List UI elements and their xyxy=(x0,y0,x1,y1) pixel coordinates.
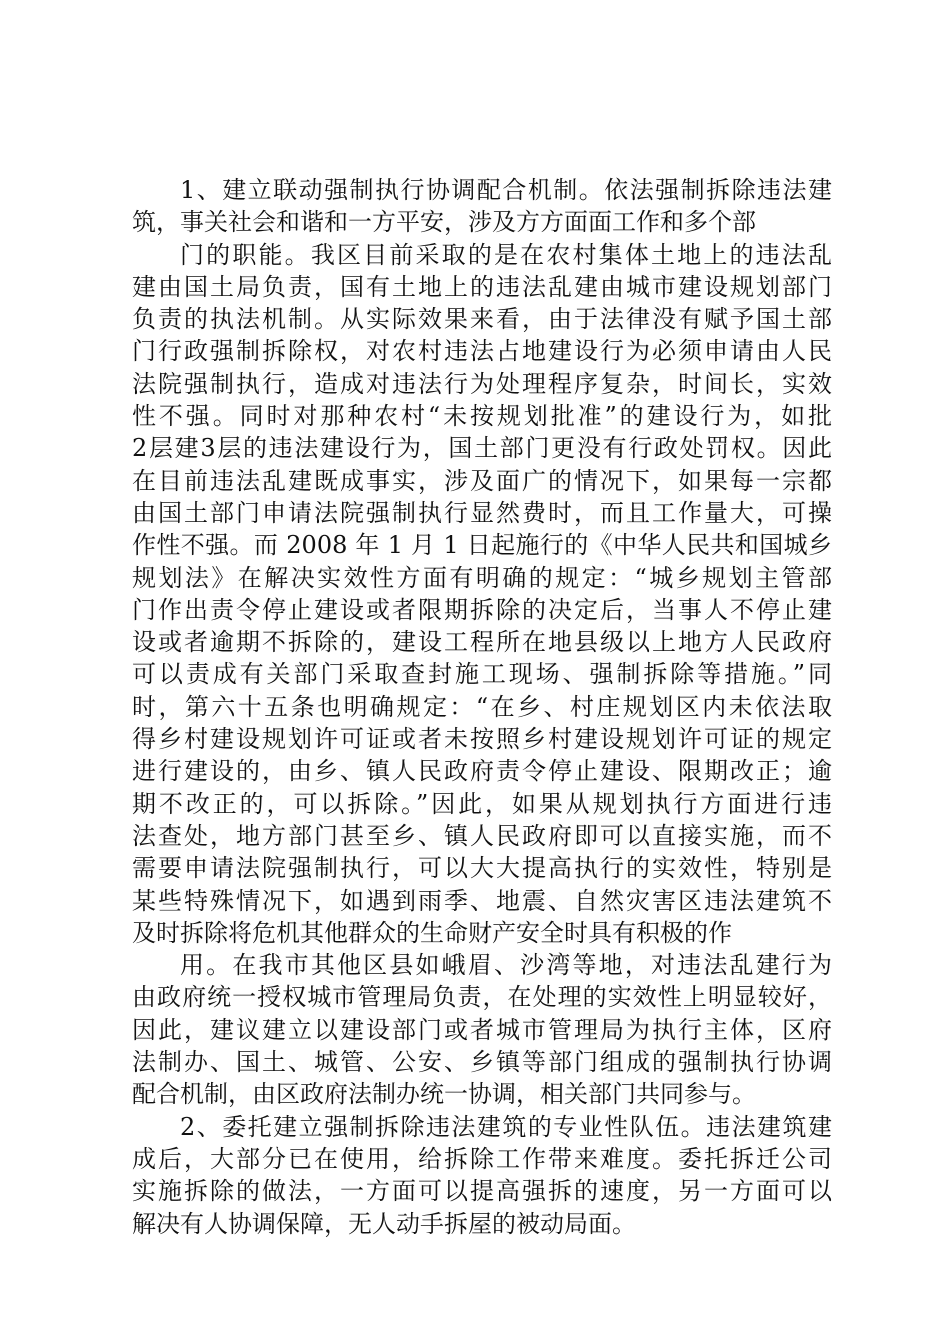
text-line: 实施拆除的做法，一方面可以提高强拆的速度，另一方面可以 xyxy=(132,1177,832,1206)
text-line: 负责的执法机制。从实际效果来看，由于法律没有赋予国土部 xyxy=(132,305,832,334)
document-body xyxy=(132,174,832,1240)
text-line: 配合机制，由区政府法制办统一协调，相关部门共同参与。 xyxy=(132,1080,756,1109)
text-line: 得乡村建设规划许可证或者未按照乡村建设规划许可证的规定 xyxy=(132,725,832,754)
text-line: 性不强。同时对那种农村“未按规划批准”的建设行为，如批 xyxy=(132,402,832,431)
text-line: 建由国土局负责，国有土地上的违法乱建由城市建设规划部门 xyxy=(132,272,832,301)
text-line: 及时拆除将危机其他群众的生命财产安全时具有积极的作 xyxy=(132,918,732,947)
text-line: 法查处，地方部门甚至乡、镇人民政府即可以直接实施，而不 xyxy=(132,821,832,850)
text-line: 门的职能。我区目前采取的是在农村集体土地上的违法乱 xyxy=(180,240,832,269)
text-line: 法制办、国土、城管、公安、乡镇等部门组成的强制执行协调 xyxy=(132,1048,832,1077)
text-line: 法院强制执行，造成对违法行为处理程序复杂，时间长，实效 xyxy=(132,369,832,398)
text-line: 用。在我市其他区县如峨眉、沙湾等地，对违法乱建行为 xyxy=(180,951,832,980)
text-line: 时，第六十五条也明确规定：“在乡、村庄规划区内未依法取 xyxy=(132,692,832,721)
text-line: 可以责成有关部门采取查封施工现场、强制拆除等措施。”同 xyxy=(132,660,832,689)
text-line: 需要申请法院强制执行，可以大大提高执行的实效性，特别是 xyxy=(132,854,832,883)
text-line: 1、建立联动强制执行协调配合机制。依法强制拆除违法建 xyxy=(180,176,832,204)
text-line: 因此，建议建立以建设部门或者城市管理局为执行主体，区府 xyxy=(132,1015,832,1044)
text-line: 由政府统一授权城市管理局负责，在处理的实效性上明显较好， xyxy=(132,983,832,1012)
text-line: 门作出责令停止建设或者限期拆除的决定后，当事人不停止建 xyxy=(132,595,832,624)
text-line: 2层建3层的违法建设行为，国土部门更没有行政处罚权。因此 xyxy=(132,434,832,463)
text-line: 在目前违法乱建既成事实，涉及面广的情况下，如果每一宗都 xyxy=(132,466,832,495)
text-line: 由国土部门申请法院强制执行显然费时，而且工作量大，可操 xyxy=(132,498,832,527)
text-line: 作性不强。而 2008 年 1 月 1 日起施行的《中华人民共和国城乡 xyxy=(132,531,832,560)
text-line: 解决有人协调保障，无人动手拆屋的被动局面。 xyxy=(132,1209,636,1238)
text-line: 2、委托建立强制拆除违法建筑的专业性队伍。违法建筑建 xyxy=(180,1112,832,1141)
text-line: 某些特殊情况下，如遇到雨季、地震、自然灾害区违法建筑不 xyxy=(132,886,832,915)
text-line: 规划法》在解决实效性方面有明确的规定：“城乡规划主管部 xyxy=(132,563,832,592)
text-line: 门行政强制拆除权，对农村违法占地建设行为必须申请由人民 xyxy=(132,337,832,366)
text-line: 进行建设的，由乡、镇人民政府责令停止建设、限期改正；逾 xyxy=(132,757,832,786)
text-line: 成后，大部分已在使用，给拆除工作带来难度。委托拆迁公司 xyxy=(132,1144,832,1173)
text-line: 筑，事关社会和谐和一方平安，涉及方方面面工作和多个部 xyxy=(132,208,756,237)
text-line: 设或者逾期不拆除的，建设工程所在地县级以上地方人民政府 xyxy=(132,628,832,657)
text-line: 期不改正的，可以拆除。”因此，如果从规划执行方面进行违 xyxy=(132,789,832,818)
